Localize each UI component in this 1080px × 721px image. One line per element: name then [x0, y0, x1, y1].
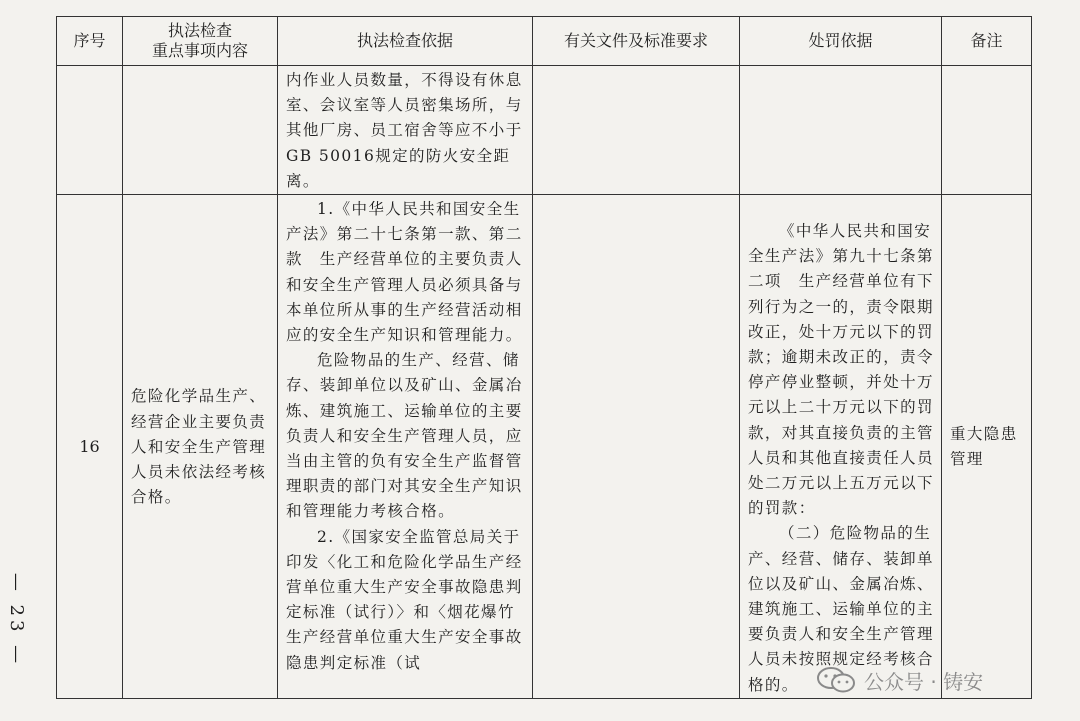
cell-item-16 [123, 195, 278, 699]
table-row-continued [57, 66, 1032, 195]
remark-text: 重大隐患管理 [950, 425, 1018, 469]
cell-basis-16 [278, 195, 533, 699]
header-seq: 序号 [57, 17, 123, 66]
header-remark: 备注 [942, 17, 1032, 66]
regulation-table [56, 16, 1032, 699]
cell-penalty-16 [740, 195, 942, 699]
basis-paragraph-3: 2.《国家安全监管总局关于印发〈化工和危险化学品生产经营单位重大生产安全事故隐患判定标准（试行）〉和〈烟花爆竹生产经营单位重大生产安全事故隐患判定标准（试 [286, 527, 523, 672]
header-penalty: 处罚依据 [740, 17, 942, 66]
cell-docs-16 [533, 195, 740, 699]
basis-continued-text: 内作业人员数量，不得设有休息室、会议室等人员密集场所，与其他厂房、员工宿舍等应不小于GB 50016规定的防火安全距离。 [286, 71, 523, 190]
table-row-16 [57, 195, 1032, 699]
header-item-line1: 执法检查 [167, 21, 232, 40]
header-row [57, 17, 1032, 66]
header-item-line2: 重点事项内容 [151, 41, 248, 60]
item-text: 危险化学品生产、经营企业主要负责人和安全生产管理人员未依法经考核合格。 [131, 387, 267, 507]
cell-basis-continued [278, 66, 533, 195]
penalty-paragraph-2: （二）危险物品的生产、经营、储存、装卸单位以及矿山、金属冶炼、建筑施工、运输单位的主要负责人和安全生产管理人员未按照规定经考核合格的。 [748, 524, 934, 694]
page-number: — 23 — [6, 572, 28, 668]
cell-seq-empty [57, 66, 123, 195]
header-docs: 有关文件及标准要求 [533, 17, 740, 66]
cell-seq-16: 16 [57, 195, 123, 699]
cell-remark-16 [942, 195, 1032, 699]
cell-docs-empty [533, 66, 740, 195]
penalty-paragraph-1: 《中华人民共和国安全生产法》第九十七条第二项 生产经营单位有下列行为之一的，责令限期改正，处十万元以下的罚款；逾期未改正的，责令停产停业整顿，并处十万元以上二十万元以下的罚款，对其直接负责的主管人员和其他直接责任人员处二万元以上五万元以下的罚款： [748, 222, 934, 518]
header-basis: 执法检查依据 [278, 17, 533, 66]
watermark [816, 664, 983, 696]
basis-paragraph-1: 1.《中华人民共和国安全生产法》第二十七条第一款、第二款 生产经营单位的主要负责人和安全生产管理人员必须具备与本单位所从事的生产经营活动相应的安全生产知识和管理能力。 [286, 200, 523, 345]
header-item [123, 17, 278, 66]
cell-penalty-empty [740, 66, 942, 195]
watermark-text: 公众号 · 铸安 [864, 669, 984, 694]
cell-item-empty [123, 66, 278, 195]
cell-remark-empty [942, 66, 1032, 195]
basis-paragraph-2: 危险物品的生产、经营、储存、装卸单位以及矿山、金属冶炼、建筑施工、运输单位的主要负责人和安全生产管理人员，应当由主管的负有安全生产监督管理职责的部门对其安全生产知识和管理能力考核合格。 [286, 351, 523, 521]
wechat-icon [816, 667, 856, 693]
